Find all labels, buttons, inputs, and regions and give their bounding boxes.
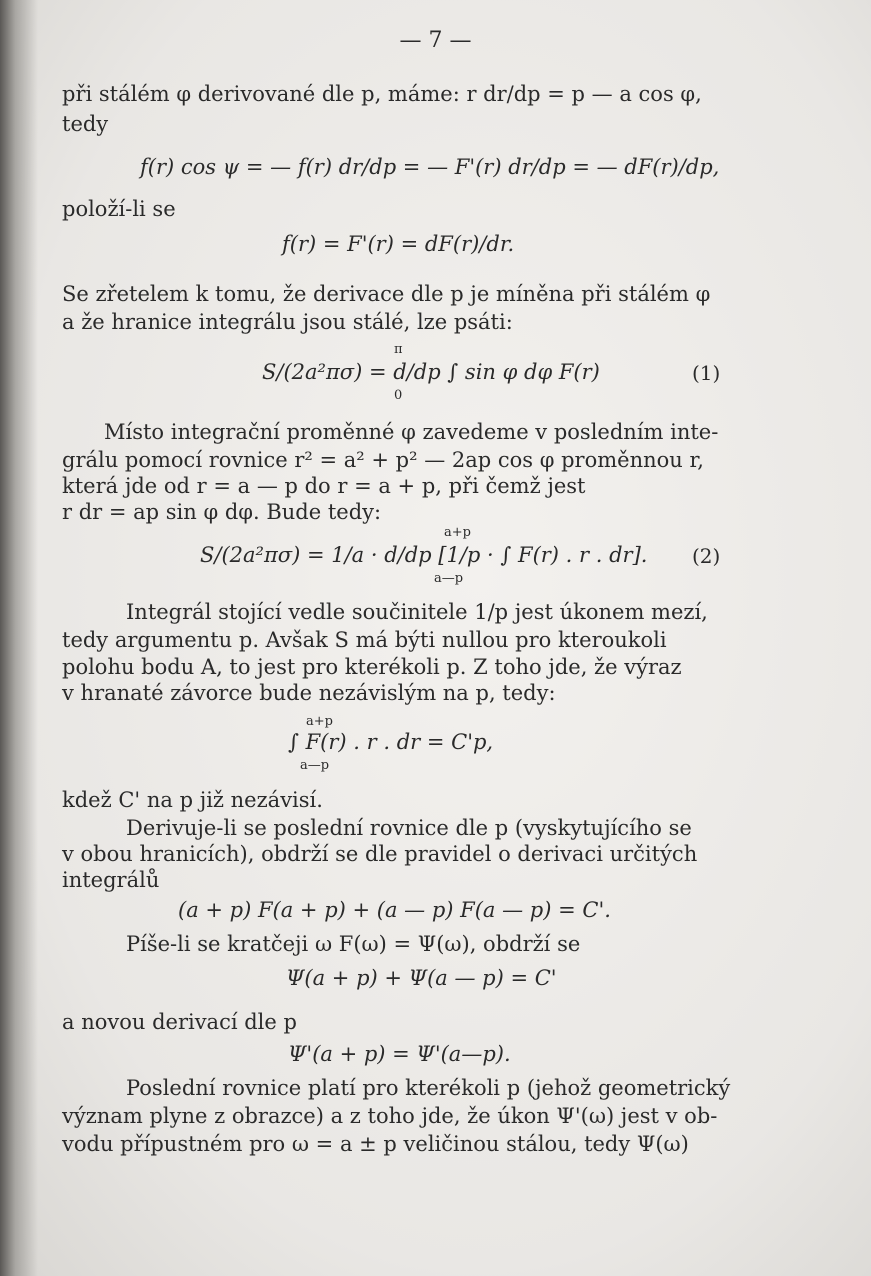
equation: f(r) = F'(r) = dF(r)/dr. bbox=[282, 232, 515, 256]
equation-body: S/(2a²πσ) = 1/a · d/dp [1/p · ∫ F(r) . r . dr]. bbox=[200, 543, 648, 567]
text-line: význam plyne z obrazce) a z toho jde, že úkon Ψ'(ω) jest v ob- bbox=[62, 1104, 718, 1128]
text-line: v hranaté závorce bude nezávislým na p, tedy: bbox=[62, 681, 556, 705]
equation-1 bbox=[262, 342, 600, 403]
equation-number: (2) bbox=[692, 544, 721, 568]
integral-upper-limit: a+p bbox=[444, 525, 471, 540]
text-line: Integrál stojící vedle součinitele 1/p jest úkonem mezí, bbox=[126, 600, 708, 624]
text-line: Se zřetelem k tomu, že derivace dle p je míněna při stálém φ bbox=[62, 282, 711, 306]
text-line: a že hranice integrálu jsou stálé, lze psáti: bbox=[62, 310, 513, 334]
text-line: r dr = ap sin φ dφ. Bude tedy: bbox=[62, 500, 382, 524]
page-number: — 7 — bbox=[399, 28, 472, 53]
text-line: vodu přípustném pro ω = a ± p veličinou stálou, tedy Ψ(ω) bbox=[62, 1132, 689, 1156]
integral-upper-limit: π bbox=[394, 342, 403, 357]
text-line: tedy argumentu p. Avšak S má býti nullou pro kteroukoli bbox=[62, 628, 667, 652]
equation-body: S/(2a²πσ) = d/dp ∫ sin φ dφ F(r) bbox=[262, 360, 600, 384]
integral-upper-limit: a+p bbox=[306, 714, 333, 729]
equation: (a + p) F(a + p) + (a — p) F(a — p) = C'. bbox=[178, 898, 611, 922]
text-line: tedy bbox=[62, 112, 109, 136]
text-line: a novou derivací dle p bbox=[62, 1010, 297, 1034]
equation-2 bbox=[200, 525, 648, 586]
text-line: Derivuje-li se poslední rovnice dle p (vyskytujícího se bbox=[126, 816, 692, 840]
equation: Ψ(a + p) + Ψ(a — p) = C' bbox=[286, 966, 557, 990]
text-line: položí-li se bbox=[62, 197, 176, 221]
text-line: při stálém φ derivované dle p, máme: r dr/dp = p — a cos φ, bbox=[62, 82, 702, 106]
text-line: Poslední rovnice platí pro kterékoli p (jehož geometrický bbox=[126, 1076, 731, 1100]
equation: f(r) cos ψ = — f(r) dr/dp = — F'(r) dr/dp = — dF(r)/dp, bbox=[140, 155, 720, 179]
text-line: kdež C' na p již nezávisí. bbox=[62, 788, 323, 812]
equation-number: (1) bbox=[692, 361, 721, 385]
text-line: v obou hranicích), obdrží se dle pravidel o derivaci určitých bbox=[62, 842, 698, 866]
text-line: Místo integrační proměnné φ zavedeme v posledním inte- bbox=[104, 420, 719, 444]
text-line: grálu pomocí rovnice r² = a² + p² — 2ap cos φ proměnnou r, bbox=[62, 448, 704, 472]
equation: Ψ'(a + p) = Ψ'(a—p). bbox=[288, 1042, 511, 1066]
integral-lower-limit: a—p bbox=[434, 571, 464, 586]
text-line: Píše-li se kratčeji ω F(ω) = Ψ(ω), obdrží se bbox=[126, 932, 581, 956]
integral-lower-limit: a—p bbox=[300, 758, 330, 773]
equation-body: ∫ F(r) . r . dr = C'p, bbox=[288, 730, 494, 754]
integral-lower-limit: 0 bbox=[394, 388, 403, 403]
text-line: polohu bodu A, to jest pro kterékoli p. Z toho jde, že výraz bbox=[62, 655, 682, 679]
text-line: která jde od r = a — p do r = a + p, při čemž jest bbox=[62, 474, 586, 498]
equation bbox=[288, 714, 494, 773]
text-line: integrálů bbox=[62, 868, 160, 892]
